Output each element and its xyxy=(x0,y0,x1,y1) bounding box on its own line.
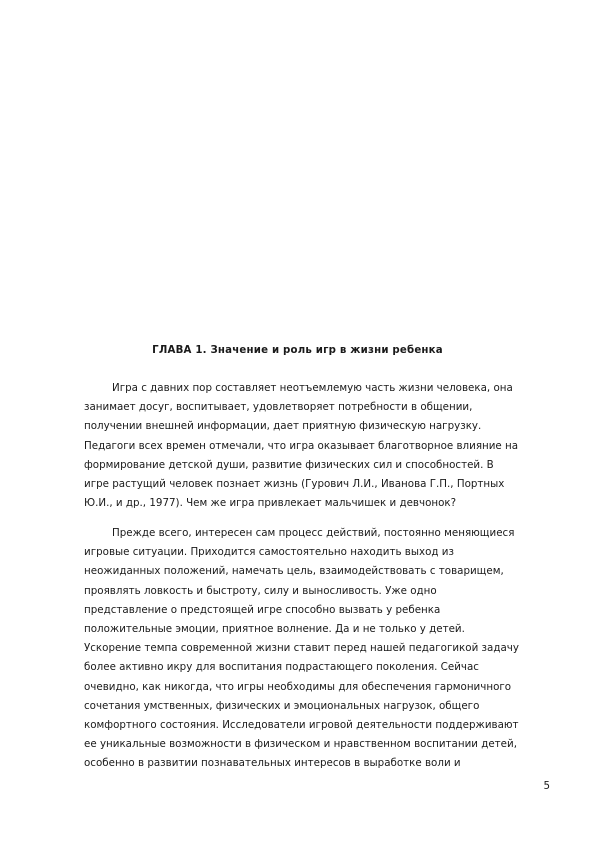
paragraph-line: игре растущий человек познает жизнь (Гурович Л.И., Иванова Г.П., Портных xyxy=(84,477,505,490)
paragraph-1 xyxy=(84,379,554,513)
paragraph-line: Прежде всего, интересен сам процесс действий, постоянно меняющиеся xyxy=(112,527,515,539)
chapter-heading: ГЛАВА 1. Значение и роль игр в жизни ребенка xyxy=(152,345,443,356)
paragraph-2 xyxy=(84,524,554,773)
paragraph-line: Игра с давних пор составляет неотъемлемую часть жизни человека, она xyxy=(112,382,513,394)
paragraph-line: Ю.И., и др., 1977). Чем же игра привлекает мальчишек и девчонок? xyxy=(84,497,457,510)
paragraph-line: получении внешней информации, дает приятную физическую нагрузку. xyxy=(84,420,482,433)
paragraph-line: игровые ситуации. Приходится самостоятельно находить выход из xyxy=(84,546,454,559)
paragraph-line: занимает досуг, воспитывает, удовлетворяет потребности в общении, xyxy=(84,401,473,414)
paragraph-line: более активно икру для воспитания подрастающего поколения. Сейчас xyxy=(84,661,479,674)
paragraph-line: сочетания умственных, физических и эмоциональных нагрузок, общего xyxy=(84,699,480,712)
paragraph-line: Ускорение темпа современной жизни ставит перед нашей педагогикой задачу xyxy=(84,642,519,655)
paragraph-line: ее уникальные возможности в физическом и нравственном воспитании детей, xyxy=(84,738,517,751)
page-number: 5 xyxy=(543,780,550,792)
paragraph-line: проявлять ловкость и быстроту, силу и выносливость. Уже одно xyxy=(84,584,437,597)
paragraph-line: положительные эмоции, приятное волнение. Да и не только у детей. xyxy=(84,622,465,635)
paragraph-line: неожиданных положений, намечать цель, взаимодействовать с товарищем, xyxy=(84,565,504,578)
paragraph-line: представление о предстоящей игре способно вызвать у ребенка xyxy=(84,603,441,616)
paragraph-line: очевидно, как никогда, что игры необходимы для обеспечения гармоничного xyxy=(84,680,512,693)
paragraph-line: формирование детской души, развитие физических сил и способностей. В xyxy=(84,458,494,471)
paragraph-line: особенно в развитии познавательных интересов в выработке воли и xyxy=(84,757,461,770)
paragraph-line: Педагоги всех времен отмечали, что игра оказывает благотворное влияние на xyxy=(84,439,519,452)
paragraph-line: комфортного состояния. Исследователи игровой деятельности поддерживают xyxy=(84,718,519,731)
